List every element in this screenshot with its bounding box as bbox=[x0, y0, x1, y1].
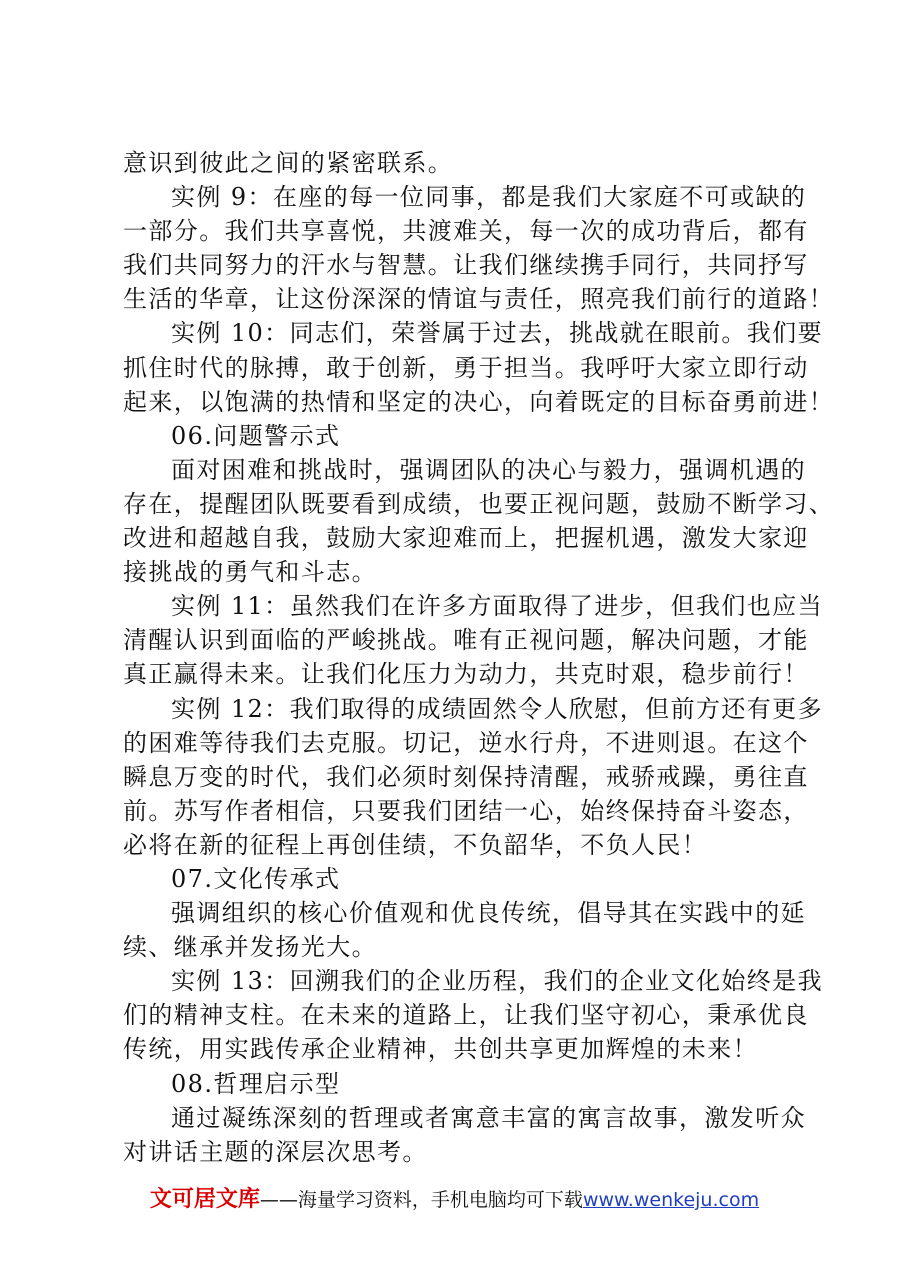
footer-tagline: ——海量学习资料，手机电脑均可下载 bbox=[259, 1189, 583, 1211]
text-line: 实例 11：虽然我们在许多方面取得了进步，但我们也应当 bbox=[171, 592, 823, 621]
text-line: 面对困难和挑战时，强调团队的决心与毅力，强调机遇的 bbox=[171, 455, 806, 484]
section-heading: 07.文化传承式 bbox=[171, 864, 341, 893]
text-line: 们的精神支柱。在未来的道路上，让我们坚守初心，秉承优良 bbox=[123, 1001, 809, 1030]
text-line: 存在，提醒团队既要看到成绩，也要正视问题，鼓励不断学习、 bbox=[123, 489, 835, 518]
text-line: 接挑战的勇气和斗志。 bbox=[123, 558, 377, 587]
text-line: 的困难等待我们去克服。切记，逆水行舟，不进则退。在这个 bbox=[123, 728, 809, 757]
text-line: 前。苏写作者相信，只要我们团结一心，始终保持奋斗姿态， bbox=[123, 796, 809, 825]
text-line: 抓住时代的脉搏，敢于创新，勇于担当。我呼吁大家立即行动 bbox=[123, 353, 809, 382]
text-line: 传统，用实践传承企业精神，共创共享更加辉煌的未来！ bbox=[123, 1035, 758, 1064]
footer-brand: 文可居文库 bbox=[149, 1187, 260, 1212]
document-body bbox=[123, 146, 835, 1169]
text-line: 瞬息万变的时代，我们必须时刻保持清醒，戒骄戒躁，勇往直 bbox=[123, 762, 809, 791]
text-line: 生活的华章，让这份深深的情谊与责任，照亮我们前行的道路！ bbox=[123, 285, 835, 314]
text-line: 通过凝练深刻的哲理或者寓意丰富的寓言故事，激发听众 bbox=[171, 1103, 806, 1132]
text-line: 清醒认识到面临的严峻挑战。唯有正视问题，解决问题，才能 bbox=[123, 626, 809, 655]
text-line: 实例 13：回溯我们的企业历程，我们的企业文化始终是我 bbox=[171, 967, 823, 996]
text-line: 强调组织的核心价值观和优良传统，倡导其在实践中的延 bbox=[171, 899, 806, 928]
text-line: 我们共同努力的汗水与智慧。让我们继续携手同行，共同抒写 bbox=[123, 251, 809, 280]
page-footer bbox=[0, 1182, 909, 1213]
text-line: 真正赢得未来。让我们化压力为动力，共克时艰，稳步前行！ bbox=[123, 660, 809, 689]
footer-link[interactable]: www.wenkeju.com bbox=[582, 1189, 760, 1211]
text-line: 意识到彼此之间的紧密联系。 bbox=[123, 149, 454, 177]
text-line: 续、继承并发扬光大。 bbox=[123, 933, 377, 962]
text-line: 起来，以饱满的热情和坚定的决心，向着既定的目标奋勇前进！ bbox=[123, 387, 835, 416]
section-heading: 08.哲理启示型 bbox=[171, 1069, 341, 1098]
text-line: 必将在新的征程上再创佳绩，不负韶华，不负人民！ bbox=[123, 830, 708, 859]
text-line: 改进和超越自我，鼓励大家迎难而上，把握机遇，激发大家迎 bbox=[123, 524, 809, 553]
text-line: 实例 10：同志们，荣誉属于过去，挑战就在眼前。我们要 bbox=[171, 319, 823, 348]
text-line: 实例 12：我们取得的成绩固然令人欣慰，但前方还有更多 bbox=[171, 694, 823, 723]
text-line: 对讲话主题的深层次思考。 bbox=[123, 1137, 428, 1166]
section-heading: 06.问题警示式 bbox=[171, 421, 341, 450]
text-line: 实例 9：在座的每一位同事，都是我们大家庭不可或缺的 bbox=[171, 183, 807, 212]
text-line: 一部分。我们共享喜悦，共渡难关，每一次的成功背后，都有 bbox=[123, 217, 809, 246]
